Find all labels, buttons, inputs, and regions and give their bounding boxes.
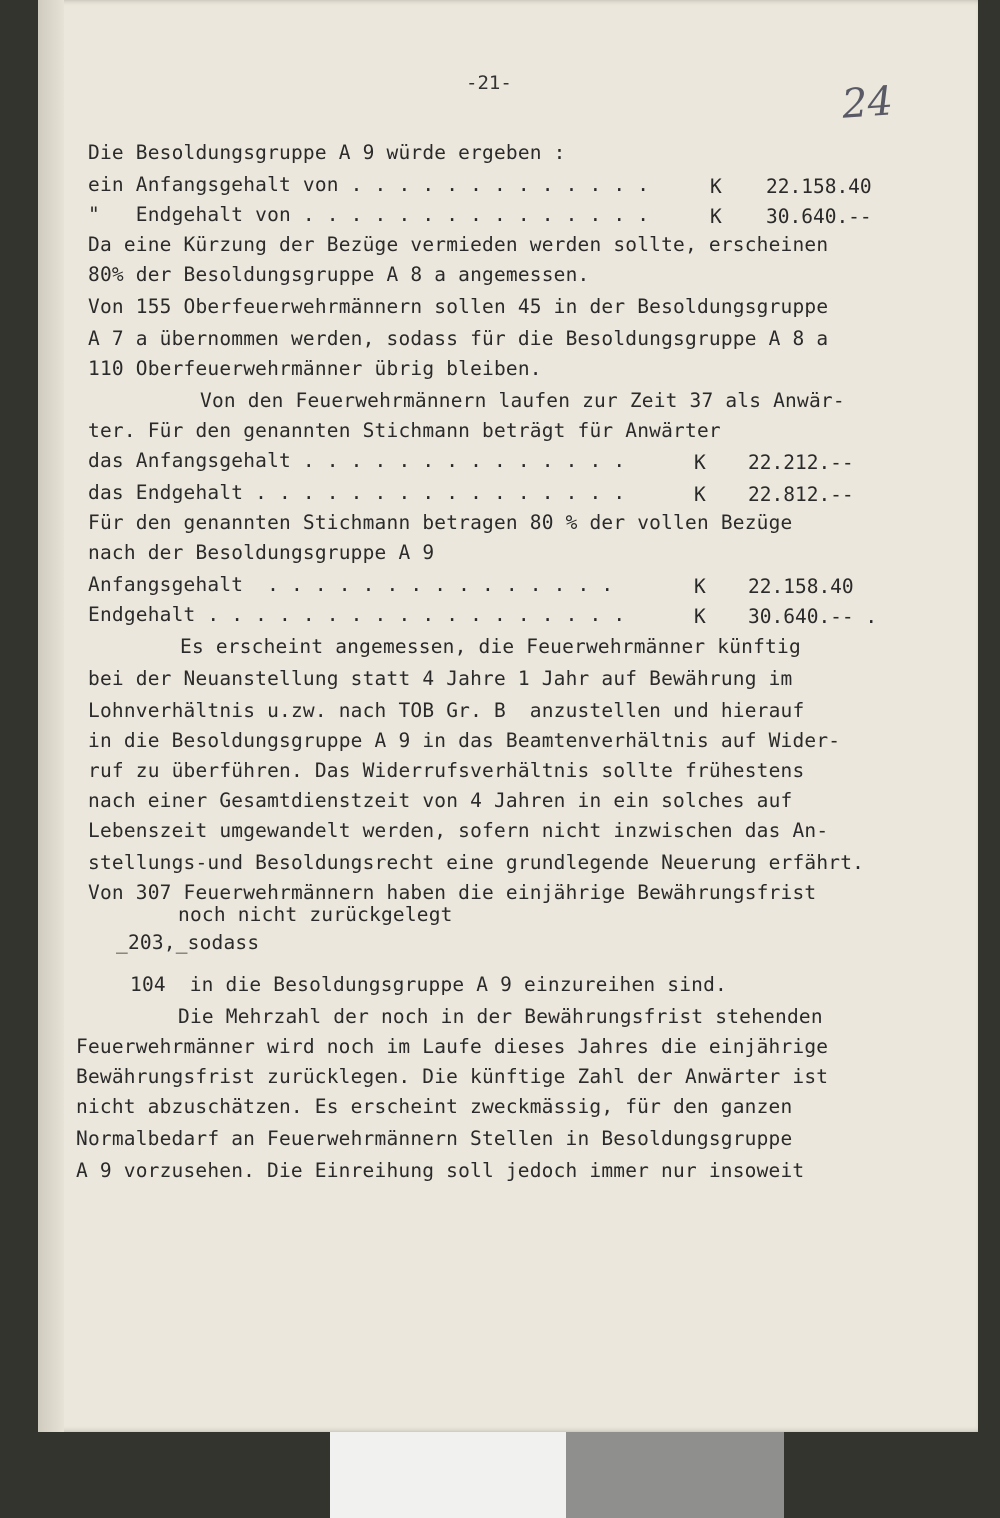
text-line: Für den genannten Stichmann betragen 80 % der vollen Bezüge	[88, 511, 793, 534]
text-line: das Endgehalt . . . . . . . . . . . . . . . .	[88, 481, 626, 504]
text-line: Die Besoldungsgruppe A 9 würde ergeben :	[88, 141, 566, 164]
text-line: Von 155 Oberfeuerwehrmännern sollen 45 in der Besoldungsgruppe	[88, 295, 829, 318]
page-number: -21-	[466, 72, 512, 94]
text-line: Da eine Kürzung der Bezüge vermieden werden sollte, erscheinen	[88, 233, 829, 256]
text-line: nicht abzuschätzen. Es erscheint zweckmässig, für den ganzen	[76, 1095, 793, 1118]
text-line: Bewährungsfrist zurücklegen. Die künftige Zahl der Anwärter ist	[76, 1065, 829, 1088]
text-line: ter. Für den genannten Stichmann beträgt für Anwärter	[88, 419, 721, 442]
amount-currency: K	[694, 605, 706, 628]
text-line: Lohnverhältnis u.zw. nach TOB Gr. B anzustellen und hierauf	[88, 699, 805, 722]
text-line: nach der Besoldungsgruppe A 9	[88, 541, 435, 564]
text-line: ruf zu überführen. Das Widerrufsverhältnis sollte frühestens	[88, 759, 805, 782]
text-line: A 9 vorzusehen. Die Einreihung soll jedoch immer nur insoweit	[76, 1159, 805, 1182]
text-line: Feuerwehrmänner wird noch im Laufe dieses Jahres die einjährige	[76, 1035, 829, 1058]
amount-currency: K	[710, 175, 722, 198]
text-line: A 7 a übernommen werden, sodass für die Besoldungsgruppe A 8 a	[88, 327, 829, 350]
text-line: Die Mehrzahl der noch in der Bewährungsfrist stehenden	[178, 1005, 823, 1028]
text-line: 110 Oberfeuerwehrmänner übrig bleiben.	[88, 357, 542, 380]
text-line: ein Anfangsgehalt von . . . . . . . . . . . . .	[88, 173, 650, 196]
text-line: noch nicht zurückgelegt	[178, 903, 453, 926]
text-line: Von 307 Feuerwehrmännern haben die einjährige Bewährungsfrist	[88, 881, 817, 904]
text-line: Von den Feuerwehrmännern laufen zur Zeit 37 als Anwär-	[200, 389, 845, 412]
text-line: _203,_sodass	[116, 931, 260, 954]
text-line: Endgehalt . . . . . . . . . . . . . . . . . .	[88, 603, 626, 626]
amount-value: 30.640.-- .	[748, 605, 878, 628]
text-line: 104 in die Besoldungsgruppe A 9 einzureihen sind.	[130, 973, 727, 996]
amount-value: 30.640.--	[766, 205, 872, 228]
text-line: nach einer Gesamtdienstzeit von 4 Jahren in ein solches auf	[88, 789, 793, 812]
text-line: Lebenszeit umgewandelt werden, sofern nicht inzwischen das An-	[88, 819, 829, 842]
amount-value: 22.812.--	[748, 483, 854, 506]
color-target-gray	[566, 1432, 784, 1518]
amount-value: 22.212.--	[748, 451, 854, 474]
text-line: 80% der Besoldungsgruppe A 8 a angemessen.	[88, 263, 590, 286]
color-target-white	[330, 1432, 566, 1518]
handwritten-folio-number: 24	[840, 78, 895, 128]
amount-currency: K	[694, 483, 706, 506]
text-line: " Endgehalt von . . . . . . . . . . . . . . .	[88, 203, 650, 226]
text-line: Es erscheint angemessen, die Feuerwehrmänner künftig	[180, 635, 801, 658]
text-line: Normalbedarf an Feuerwehrmännern Stellen in Besoldungsgruppe	[76, 1127, 793, 1150]
amount-currency: K	[694, 451, 706, 474]
amount-currency: K	[710, 205, 722, 228]
amount-currency: K	[694, 575, 706, 598]
page-binding-edge	[38, 0, 64, 1432]
text-line: in die Besoldungsgruppe A 9 in das Beamtenverhältnis auf Wider-	[88, 729, 841, 752]
text-line: stellungs-und Besoldungsrecht eine grundlegende Neuerung erfährt.	[88, 851, 865, 874]
amount-value: 22.158.40	[748, 575, 854, 598]
amount-value: 22.158.40	[766, 175, 872, 198]
text-line: Anfangsgehalt . . . . . . . . . . . . . . .	[88, 573, 614, 596]
text-line: bei der Neuanstellung statt 4 Jahre 1 Jahr auf Bewährung im	[88, 667, 793, 690]
text-line: das Anfangsgehalt . . . . . . . . . . . . . .	[88, 449, 626, 472]
